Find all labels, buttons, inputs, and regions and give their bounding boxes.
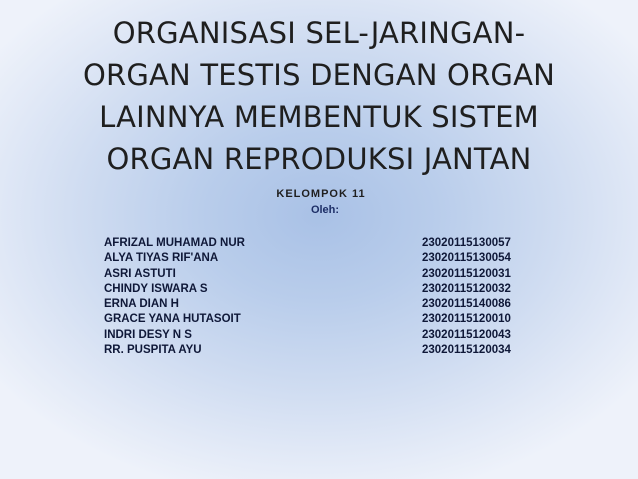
member-nim: 23020115120043 xyxy=(422,328,511,341)
by-label: Oleh: xyxy=(310,204,340,216)
member-row xyxy=(104,267,534,282)
member-nim: 23020115120031 xyxy=(422,267,511,280)
member-row xyxy=(104,251,534,266)
member-row xyxy=(104,328,534,343)
group-label: KELOMPOK 11 xyxy=(276,188,366,200)
title-line: ORGANISASI SEL-JARINGAN- xyxy=(112,16,526,50)
member-name: INDRI DESY N S xyxy=(104,328,192,341)
member-name: ASRI ASTUTI xyxy=(104,267,176,280)
member-nim: 23020115120032 xyxy=(422,282,511,295)
member-list xyxy=(104,236,534,358)
member-row xyxy=(104,312,534,327)
member-name: CHINDY ISWARA S xyxy=(104,282,208,295)
member-row xyxy=(104,236,534,251)
member-name: GRACE YANA HUTASOIT xyxy=(104,313,241,326)
member-nim: 23020115130054 xyxy=(422,252,511,265)
member-name: RR. PUSPITA AYU xyxy=(104,344,202,357)
member-name: ALYA TIYAS RIF'ANA xyxy=(104,252,219,265)
member-name: ERNA DIAN H xyxy=(104,298,179,311)
member-nim: 23020115140086 xyxy=(422,298,511,311)
member-nim: 23020115120034 xyxy=(422,344,511,357)
member-nim: 23020115120010 xyxy=(422,313,511,326)
title-line: ORGAN TESTIS DENGAN ORGAN xyxy=(82,58,556,92)
title-line: ORGAN REPRODUKSI JANTAN xyxy=(106,142,532,176)
member-row xyxy=(104,297,534,312)
member-row xyxy=(104,282,534,297)
member-row xyxy=(104,343,534,358)
member-nim: 23020115130057 xyxy=(422,237,511,249)
title-line: LAINNYA MEMBENTUK SISTEM xyxy=(99,100,539,134)
slide-title xyxy=(40,12,598,180)
member-name: AFRIZAL MUHAMAD NUR xyxy=(104,237,245,249)
